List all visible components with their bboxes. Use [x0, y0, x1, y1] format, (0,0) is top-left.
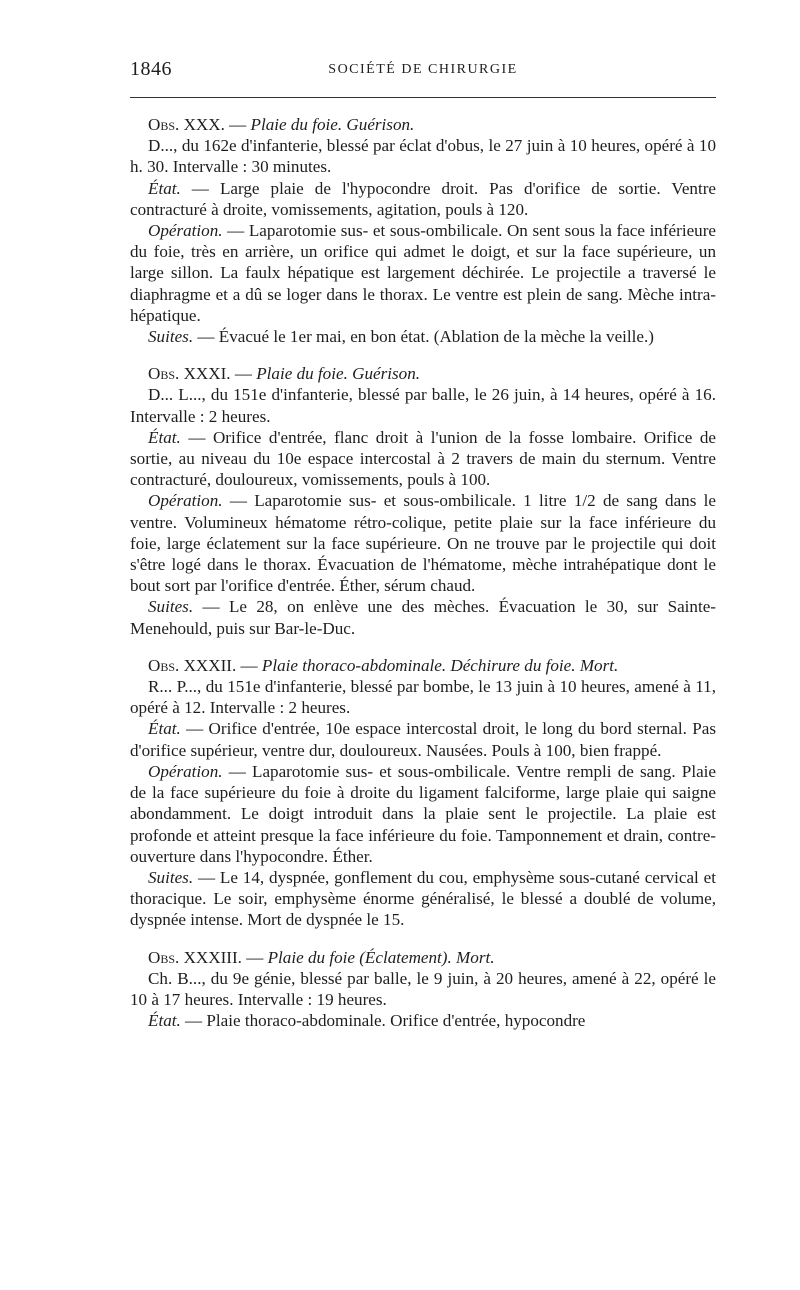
observation-heading: Obs. XXXIII. — Plaie du foie (Éclatement). Mort. — [148, 947, 495, 967]
observation-title: Plaie thoraco-abdominale. Déchirure du foie. Mort. — [261, 655, 619, 675]
etat-label: État. — [148, 719, 181, 739]
suites-label: Suites. — [148, 867, 194, 887]
observation-operation: Opération. — Laparotomie sus- et sous-ombilicale. On sent sous la face inférieure du foie, très en arrière, un orifice qui admet le doigt, et sur la face supérieure, un large sillon. La faulx hépatique est largement déchirée. Le projectile a traversé le diaphragme et a dû se loger dans le thorax. Le ventre est plein de sang. Mèche intra-hépatique. — [130, 221, 716, 325]
observation-heading: Obs. XXXI. — Plaie du foie. Guérison. — [148, 364, 421, 384]
observation-xxx — [130, 114, 716, 347]
observation-operation: Opération. — Laparotomie sus- et sous-ombilicale. Ventre rempli de sang. Plaie de la face supérieure du foie à droite du ligament falciforme, large plaie qui saigne abondamment. Le doigt introduit dans la plaie sent le projectile. La plaie est profonde et atteint presque la face inférieure du foie. Tamponnement et drain, contre-ouverture dans l'hypocondre. Éther. — [130, 761, 716, 866]
operation-label: Opération. — [148, 221, 223, 241]
observation-etat: État. — Large plaie de l'hypocondre droit. Pas d'orifice de sortie. Ventre contracturé à droite, vomissements, agitation, pouls à 120. — [130, 178, 716, 219]
observation-title: Plaie du foie. Guérison. — [256, 364, 421, 384]
observation-intro: Ch. B..., du 9e génie, blessé par balle, le 9 juin, à 20 heures, amené à 22, opéré le 10 à 17 heures. Intervalle : 19 heures. — [130, 968, 716, 1009]
observation-etat: État. — Plaie thoraco-abdominale. Orifice d'entrée, hypocondre — [148, 1011, 586, 1031]
observation-xxxiii — [130, 947, 716, 1032]
observation-title: Plaie du foie (Éclatement). Mort. — [267, 947, 495, 967]
observation-intro: D..., du 162e d'infanterie, blessé par éclat d'obus, le 27 juin à 10 heures, opéré à 10 h. 30. Intervalle : 30 minutes. — [130, 136, 716, 177]
observation-label: Obs. XXXI. — [148, 364, 231, 384]
observation-label: Obs. XXX. — [148, 115, 225, 134]
observation-heading: Obs. XXX. — Plaie du foie. Guérison. — [148, 115, 415, 134]
observation-etat: État. — Orifice d'entrée, flanc droit à l'union de la fosse lombaire. Orifice de sortie, au niveau du 10e espace intercostal à 2 travers de main du sternum. Ventre contracturé, douloureux, vomissements, pouls à 100. — [130, 427, 716, 490]
observation-suites: Suites. — Le 14, dyspnée, gonflement du cou, emphysème sous-cutané cervical et thoracique. Le soir, emphysème énorme généralisé, le blessé a doublé de volume, dyspnée intense. Mort de dyspnée le 15. — [130, 867, 716, 930]
suites-label: Suites. — [148, 597, 194, 617]
observation-suites: Suites. — Évacué le 1er mai, en bon état. (Ablation de la mèche la veille.) — [148, 327, 654, 347]
operation-label: Opération. — [148, 761, 223, 781]
observation-suites: Suites. — Le 28, on enlève une des mèches. Évacuation le 30, sur Sainte-Menehould, puis sur Bar-le-Duc. — [130, 597, 716, 638]
suites-label: Suites. — [148, 327, 194, 347]
observation-intro: D... L..., du 151e d'infanterie, blessé par balle, le 26 juin, à 14 heures, opéré à 16. Intervalle : 2 heures. — [130, 385, 716, 426]
observation-heading: Obs. XXXII. — Plaie thoraco-abdominale. Déchirure du foie. Mort. — [148, 655, 619, 675]
page-number: 1846 — [130, 58, 172, 80]
observation-operation: Opération. — Laparotomie sus- et sous-ombilicale. 1 litre 1/2 de sang dans le ventre. Volumineux hématome rétro-colique, petite plaie sur la face inférieure du foie, large éclatement sur la face supérieure. On ne trouve par le projectile qui doit s'être logé dans le thorax. Évacuation de l'hématome, mèche intrahépatique dont le bout sort par l'orifice d'entrée. Éther, sérum chaud. — [130, 491, 716, 596]
observation-label: Obs. XXXIII. — [148, 947, 242, 967]
etat-label: État. — [148, 427, 181, 447]
etat-label: État. — [148, 1011, 181, 1031]
page-header — [130, 58, 716, 84]
document-body — [130, 114, 716, 1047]
observation-label: Obs. XXXII. — [148, 655, 237, 675]
running-head: SOCIÉTÉ DE CHIRURGIE — [328, 62, 518, 77]
observation-etat: État. — Orifice d'entrée, 10e espace intercostal droit, le long du bord sternal. Pas d'orifice supérieur, ventre dur, douloureux. Nausées. Pouls à 100, bien frappé. — [130, 719, 716, 760]
observation-title: Plaie du foie. Guérison. — [250, 115, 415, 134]
operation-label: Opération. — [148, 491, 223, 511]
etat-label: État. — [148, 178, 181, 198]
observation-xxxi — [130, 363, 716, 639]
observation-xxxii — [130, 655, 716, 931]
header-rule — [130, 97, 716, 98]
observation-intro: R... P..., du 151e d'infanterie, blessé par bombe, le 13 juin à 10 heures, amené à 11, opéré à 12. Intervalle : 2 heures. — [130, 677, 716, 718]
